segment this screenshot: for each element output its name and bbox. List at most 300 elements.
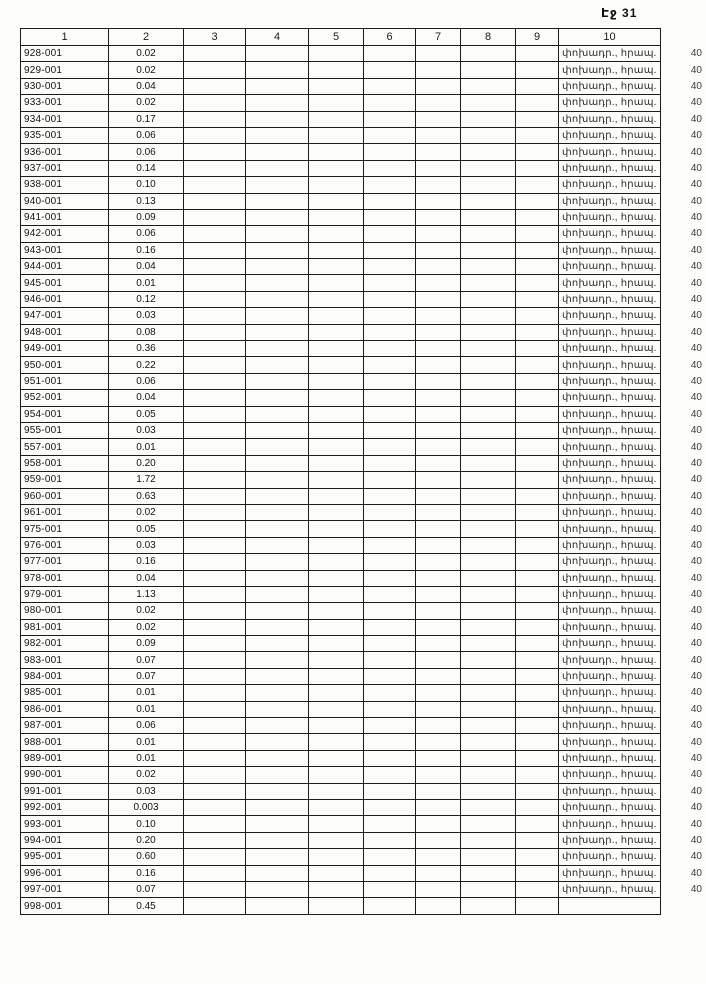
empty-cell (461, 259, 516, 275)
empty-cell (184, 472, 246, 488)
empty-cell (309, 619, 364, 635)
table-row (21, 881, 706, 897)
empty-cell (309, 685, 364, 701)
empty-cell (309, 898, 364, 914)
empty-cell (461, 160, 516, 176)
empty-cell (516, 865, 559, 881)
empty-cell (184, 46, 246, 62)
empty-cell (364, 783, 416, 799)
empty-cell (184, 324, 246, 340)
empty-cell (416, 422, 461, 438)
empty-cell (461, 849, 516, 865)
row-code-cell: 987-001 (21, 718, 109, 734)
row-value-cell: 0.14 (109, 160, 184, 176)
row-note-cell: փոխադր., հրապ. (559, 308, 661, 324)
empty-cell (309, 849, 364, 865)
empty-cell (309, 160, 364, 176)
empty-cell (416, 701, 461, 717)
empty-cell (461, 324, 516, 340)
empty-cell (246, 832, 309, 848)
table-row (21, 718, 706, 734)
table-row (21, 193, 706, 209)
row-code-cell: 947-001 (21, 308, 109, 324)
empty-cell (364, 95, 416, 111)
empty-cell (461, 816, 516, 832)
empty-cell (364, 144, 416, 160)
empty-cell (416, 177, 461, 193)
empty-cell (461, 193, 516, 209)
empty-cell (461, 865, 516, 881)
margin-annotation: 40 (690, 146, 702, 158)
margin-annotation: 40 (690, 97, 702, 109)
row-value-cell: 0.22 (109, 357, 184, 373)
row-note-cell: փոխադր., հրապ. (559, 259, 661, 275)
empty-cell (364, 226, 416, 242)
row-code-cell: 994-001 (21, 832, 109, 848)
margin-annotation: 40 (690, 851, 702, 863)
empty-cell (184, 422, 246, 438)
row-note-cell: փոխադր., հրապ. (559, 799, 661, 815)
empty-cell (516, 881, 559, 897)
empty-cell (246, 685, 309, 701)
empty-cell (246, 849, 309, 865)
table-row (21, 406, 706, 422)
margin-annotation: 40 (690, 572, 702, 584)
empty-cell (184, 570, 246, 586)
margin-annotation: 40 (690, 392, 702, 404)
row-value-cell: 0.03 (109, 422, 184, 438)
empty-cell (416, 685, 461, 701)
empty-cell (461, 341, 516, 357)
empty-cell (516, 422, 559, 438)
empty-cell (309, 390, 364, 406)
empty-cell (516, 144, 559, 160)
row-code-cell: 943-001 (21, 242, 109, 258)
empty-cell (416, 898, 461, 914)
empty-cell (364, 701, 416, 717)
empty-cell (364, 46, 416, 62)
row-code-cell: 985-001 (21, 685, 109, 701)
empty-cell (516, 111, 559, 127)
empty-cell (246, 586, 309, 602)
empty-cell (246, 570, 309, 586)
row-note-cell: փոխադր., հրապ. (559, 78, 661, 94)
row-note-cell: փոխադր., հրապ. (559, 472, 661, 488)
row-code-cell: 980-001 (21, 603, 109, 619)
empty-cell (246, 537, 309, 553)
empty-cell (184, 144, 246, 160)
empty-cell (309, 455, 364, 471)
empty-cell (184, 750, 246, 766)
empty-cell (516, 799, 559, 815)
margin-annotation: 40 (690, 687, 702, 699)
empty-cell (309, 472, 364, 488)
empty-cell (516, 259, 559, 275)
row-note-cell: փոխադր., հրապ. (559, 357, 661, 373)
margin-annotation: 40 (690, 769, 702, 781)
empty-cell (364, 537, 416, 553)
row-value-cell: 0.06 (109, 144, 184, 160)
empty-cell (416, 586, 461, 602)
empty-cell (461, 144, 516, 160)
empty-cell (184, 455, 246, 471)
empty-cell (364, 554, 416, 570)
empty-cell (246, 603, 309, 619)
empty-cell (309, 537, 364, 553)
margin-annotation: 40 (690, 48, 702, 60)
empty-cell (416, 127, 461, 143)
table-row (21, 422, 706, 438)
empty-cell (516, 537, 559, 553)
table-row (21, 554, 706, 570)
margin-annotation: 40 (690, 539, 702, 551)
row-value-cell: 0.07 (109, 668, 184, 684)
margin-annotation: 40 (690, 867, 702, 879)
table-row (21, 652, 706, 668)
column-header: 10 (559, 29, 661, 46)
empty-cell (516, 504, 559, 520)
empty-cell (516, 46, 559, 62)
table-row (21, 701, 706, 717)
row-code-cell: 981-001 (21, 619, 109, 635)
empty-cell (461, 111, 516, 127)
empty-cell (246, 701, 309, 717)
empty-cell (364, 275, 416, 291)
empty-cell (416, 652, 461, 668)
row-code-cell: 948-001 (21, 324, 109, 340)
empty-cell (184, 259, 246, 275)
table-row (21, 242, 706, 258)
empty-cell (461, 439, 516, 455)
empty-cell (364, 668, 416, 684)
empty-cell (364, 373, 416, 389)
empty-cell (461, 570, 516, 586)
empty-cell (309, 767, 364, 783)
margin-annotation: 40 (690, 376, 702, 387)
empty-cell (246, 357, 309, 373)
empty-cell (364, 78, 416, 94)
empty-cell (184, 701, 246, 717)
row-code-cell: 929-001 (21, 62, 109, 78)
row-note-cell: փոխադր., հրապ. (559, 422, 661, 438)
empty-cell (416, 46, 461, 62)
empty-cell (246, 95, 309, 111)
empty-cell (309, 144, 364, 160)
empty-cell (309, 668, 364, 684)
empty-cell (184, 308, 246, 324)
empty-cell (246, 799, 309, 815)
table-row (21, 472, 706, 488)
margin-annotation: 40 (690, 605, 702, 617)
table-row (21, 341, 706, 357)
row-code-cell: 937-001 (21, 160, 109, 176)
row-code-cell: 978-001 (21, 570, 109, 586)
margin-header-spacer (661, 29, 706, 46)
margin-annotation: 40 (690, 64, 702, 76)
margin-annotation: 40 (690, 638, 702, 650)
empty-cell (246, 455, 309, 471)
empty-cell (309, 275, 364, 291)
empty-cell (461, 422, 516, 438)
empty-cell (416, 472, 461, 488)
empty-cell (364, 439, 416, 455)
empty-cell (516, 750, 559, 766)
margin-annotation: 40 (690, 212, 702, 224)
row-code-cell: 960-001 (21, 488, 109, 504)
empty-cell (364, 488, 416, 504)
empty-cell (184, 668, 246, 684)
empty-cell (416, 750, 461, 766)
empty-cell (516, 701, 559, 717)
row-value-cell: 0.01 (109, 750, 184, 766)
table-row (21, 619, 706, 635)
empty-cell (416, 816, 461, 832)
row-note-cell: փոխադր., հրապ. (559, 439, 661, 455)
table-row (21, 308, 706, 324)
empty-cell (364, 799, 416, 815)
empty-cell (516, 455, 559, 471)
row-value-cell: 0.08 (109, 324, 184, 340)
row-note-cell: փոխադր., հրապ. (559, 111, 661, 127)
row-note-cell: փոխադր., հրապ. (559, 209, 661, 225)
empty-cell (246, 127, 309, 143)
empty-cell (184, 554, 246, 570)
table-row (21, 46, 706, 62)
empty-cell (184, 619, 246, 635)
empty-cell (309, 308, 364, 324)
empty-cell (516, 308, 559, 324)
empty-cell (364, 816, 416, 832)
empty-cell (516, 291, 559, 307)
row-note-cell: փոխադր., հրապ. (559, 455, 661, 471)
empty-cell (364, 111, 416, 127)
empty-cell (246, 373, 309, 389)
row-code-cell: 975-001 (21, 521, 109, 537)
column-header: 7 (416, 29, 461, 46)
empty-cell (246, 160, 309, 176)
empty-cell (416, 734, 461, 750)
row-code-cell: 958-001 (21, 455, 109, 471)
empty-cell (364, 881, 416, 897)
column-header: 1 (21, 29, 109, 46)
table-row (21, 865, 706, 881)
empty-cell (246, 767, 309, 783)
empty-cell (364, 357, 416, 373)
row-note-cell: փոխադր., հրապ. (559, 521, 661, 537)
empty-cell (184, 849, 246, 865)
empty-cell (184, 783, 246, 799)
row-code-cell: 996-001 (21, 865, 109, 881)
empty-cell (461, 308, 516, 324)
empty-cell (416, 439, 461, 455)
table-row (21, 668, 706, 684)
empty-cell (461, 636, 516, 652)
margin-annotation: 40 (690, 244, 702, 256)
empty-cell (416, 341, 461, 357)
empty-cell (364, 636, 416, 652)
empty-cell (416, 193, 461, 209)
table-row (21, 390, 706, 406)
row-note-cell: փոխադր., հրապ. (559, 275, 661, 291)
row-value-cell: 0.01 (109, 701, 184, 717)
row-note-cell: փոխադր., հրապ. (559, 701, 661, 717)
table-row (21, 586, 706, 602)
empty-cell (516, 373, 559, 389)
margin-annotation: 40 (690, 310, 702, 322)
empty-cell (309, 734, 364, 750)
row-note-cell: փոխադր., հրապ. (559, 652, 661, 668)
row-value-cell: 0.03 (109, 783, 184, 799)
row-note-cell: փոխադր., հրապ. (559, 373, 661, 389)
empty-cell (309, 111, 364, 127)
row-note-cell: փոխադր., հրապ. (559, 95, 661, 111)
empty-cell (309, 291, 364, 307)
row-value-cell: 0.07 (109, 881, 184, 897)
empty-cell (309, 373, 364, 389)
row-code-cell: 944-001 (21, 259, 109, 275)
empty-cell (461, 242, 516, 258)
empty-cell (184, 799, 246, 815)
empty-cell (364, 685, 416, 701)
row-note-cell: փոխադր., հրապ. (559, 636, 661, 652)
row-code-cell: 991-001 (21, 783, 109, 799)
empty-cell (416, 226, 461, 242)
empty-cell (364, 603, 416, 619)
empty-cell (416, 95, 461, 111)
table-row (21, 537, 706, 553)
column-header: 3 (184, 29, 246, 46)
empty-cell (461, 881, 516, 897)
empty-cell (309, 439, 364, 455)
empty-cell (461, 95, 516, 111)
row-value-cell: 0.02 (109, 62, 184, 78)
row-value-cell: 0.45 (109, 898, 184, 914)
table-row (21, 521, 706, 537)
margin-annotation: 40 (690, 359, 702, 371)
empty-cell (184, 865, 246, 881)
empty-cell (184, 390, 246, 406)
empty-cell (184, 111, 246, 127)
row-code-cell: 979-001 (21, 586, 109, 602)
empty-cell (309, 46, 364, 62)
row-code-cell: 936-001 (21, 144, 109, 160)
empty-cell (416, 636, 461, 652)
row-code-cell: 949-001 (21, 341, 109, 357)
empty-cell (309, 422, 364, 438)
row-value-cell: 0.17 (109, 111, 184, 127)
empty-cell (364, 390, 416, 406)
empty-cell (184, 275, 246, 291)
empty-cell (246, 504, 309, 520)
empty-cell (309, 226, 364, 242)
row-code-cell: 952-001 (21, 390, 109, 406)
empty-cell (416, 259, 461, 275)
empty-cell (309, 816, 364, 832)
row-value-cell: 0.20 (109, 832, 184, 848)
empty-cell (184, 521, 246, 537)
row-value-cell: 0.16 (109, 554, 184, 570)
margin-annotation: 40 (690, 80, 702, 92)
empty-cell (461, 783, 516, 799)
row-code-cell: 950-001 (21, 357, 109, 373)
empty-cell (364, 259, 416, 275)
row-code-cell: 961-001 (21, 504, 109, 520)
table-row (21, 177, 706, 193)
empty-cell (309, 603, 364, 619)
empty-cell (416, 62, 461, 78)
margin-annotation: 40 (690, 720, 702, 732)
empty-cell (416, 865, 461, 881)
row-value-cell: 0.09 (109, 636, 184, 652)
empty-cell (416, 767, 461, 783)
row-note-cell: փոխադր., հրապ. (559, 406, 661, 422)
table-row (21, 636, 706, 652)
page-number-label: Էջ 31 (601, 6, 638, 20)
table-row (21, 226, 706, 242)
empty-cell (461, 357, 516, 373)
row-value-cell: 0.13 (109, 193, 184, 209)
empty-cell (416, 619, 461, 635)
row-value-cell: 0.16 (109, 865, 184, 881)
empty-cell (416, 291, 461, 307)
empty-cell (416, 144, 461, 160)
row-value-cell: 0.05 (109, 406, 184, 422)
empty-cell (246, 144, 309, 160)
empty-cell (364, 242, 416, 258)
table-row (21, 144, 706, 160)
empty-cell (246, 816, 309, 832)
empty-cell (246, 636, 309, 652)
empty-cell (461, 701, 516, 717)
row-note-cell: փոխադր., հրապ. (559, 570, 661, 586)
empty-cell (416, 504, 461, 520)
empty-cell (309, 259, 364, 275)
row-value-cell: 0.02 (109, 619, 184, 635)
margin-annotation: 40 (690, 474, 702, 486)
empty-cell (309, 62, 364, 78)
empty-cell (516, 275, 559, 291)
empty-cell (364, 767, 416, 783)
row-value-cell: 0.02 (109, 95, 184, 111)
empty-cell (461, 898, 516, 914)
empty-cell (516, 718, 559, 734)
empty-cell (461, 291, 516, 307)
empty-cell (246, 619, 309, 635)
empty-cell (461, 455, 516, 471)
empty-cell (461, 472, 516, 488)
table-row (21, 767, 706, 783)
empty-cell (309, 718, 364, 734)
empty-cell (309, 177, 364, 193)
empty-cell (461, 685, 516, 701)
empty-cell (246, 865, 309, 881)
empty-cell (184, 406, 246, 422)
empty-cell (364, 504, 416, 520)
empty-cell (364, 718, 416, 734)
empty-cell (184, 881, 246, 897)
table-row (21, 357, 706, 373)
table-row (21, 799, 706, 815)
table-row (21, 603, 706, 619)
empty-cell (516, 734, 559, 750)
empty-cell (246, 881, 309, 897)
empty-cell (364, 619, 416, 635)
empty-cell (461, 718, 516, 734)
empty-cell (516, 619, 559, 635)
empty-cell (246, 341, 309, 357)
empty-cell (184, 537, 246, 553)
empty-cell (461, 127, 516, 143)
